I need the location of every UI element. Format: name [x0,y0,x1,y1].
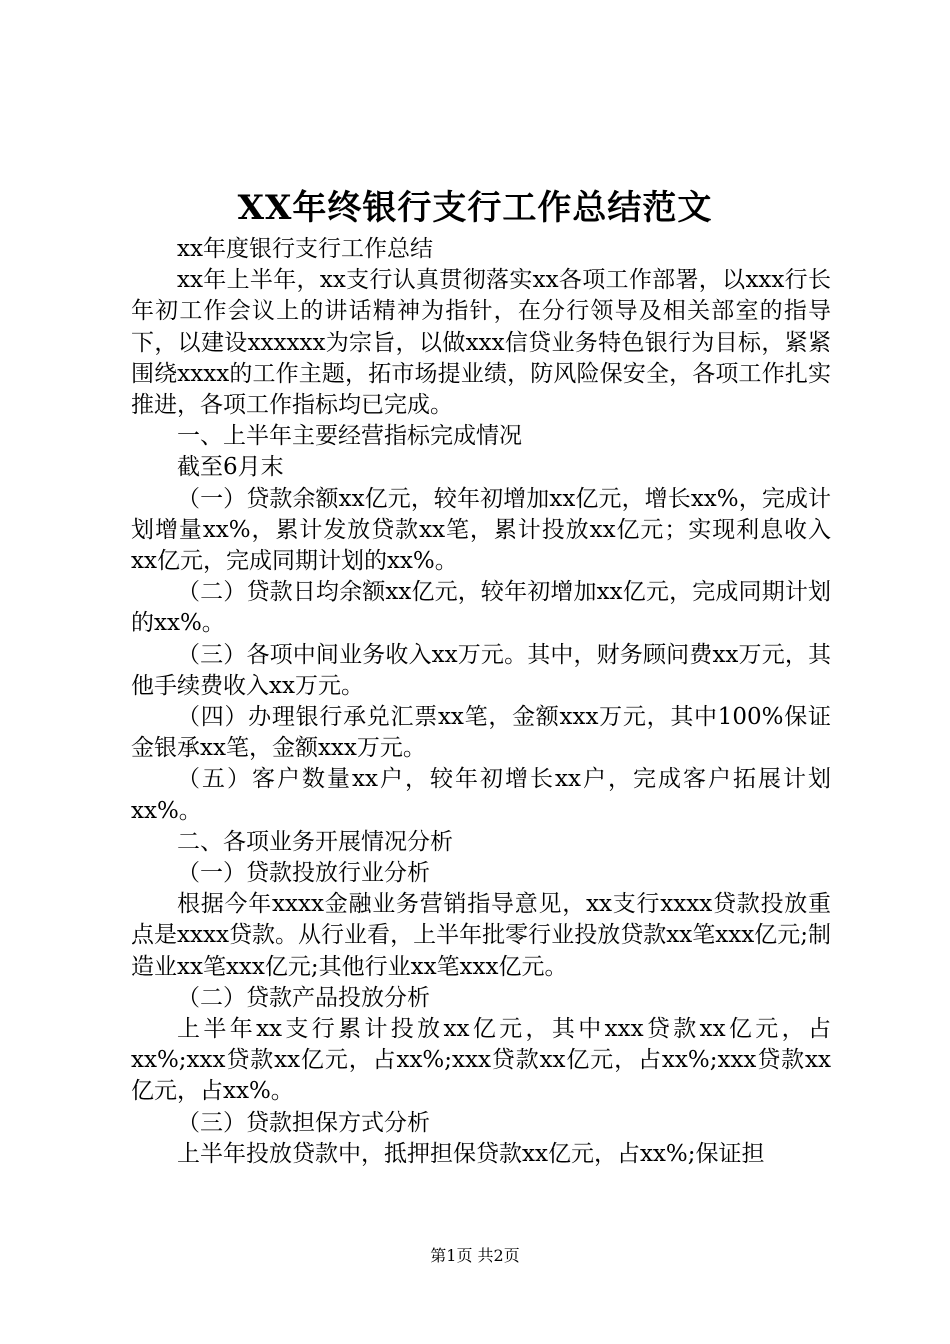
paragraph: 根据今年xxxx金融业务营销指导意见，xx支行xxxx贷款投放重点是xxxx贷款。从行业看，上半年批零行业投放贷款xx笔xxx亿元;制造业xx笔xxx亿元;其他行业xx笔xxx亿元。 [131,891,831,980]
paragraph: 上半年投放贷款中，抵押担保贷款xx亿元，占xx%;保证担 [177,1140,765,1167]
paragraph: （四）办理银行承兑汇票xx笔，金额xxx万元，其中100%保证金银承xx笔，金额xxx万元。 [131,704,831,762]
subsection-heading: （一）贷款投放行业分析 [177,860,430,887]
paragraph: （三）各项中间业务收入xx万元。其中，财务顾问费xx万元，其他手续费收入xx万元。 [131,641,831,699]
section-heading: 二、各项业务开展情况分析 [177,828,453,855]
page-number: 第1页 共2页 [430,1246,520,1265]
paragraph: （二）贷款日均余额xx亿元，较年初增加xx亿元，完成同期计划的xx%。 [131,579,831,637]
document-body [131,234,831,1170]
subsection-heading: （三）贷款担保方式分析 [177,1109,430,1136]
document-title: XX年终银行支行工作总结范文 [237,188,713,228]
paragraph: 上半年xx支行累计投放xx亿元，其中xxx贷款xx亿元，占xx%;xxx贷款xx亿元，占xx%;xxx贷款xx亿元，占xx%;xxx贷款xx亿元，占xx%。 [131,1016,831,1105]
section-heading: 一、上半年主要经营指标完成情况 [177,423,522,450]
paragraph: 截至6月末 [177,454,284,481]
paragraph: （一）贷款余额xx亿元，较年初增加xx亿元，增长xx%，完成计划增量xx%，累计发放贷款xx笔，累计投放xx亿元；实现利息收入xx亿元，完成同期计划的xx%。 [131,485,831,575]
paragraph: xx年度银行支行工作总结 [177,236,433,262]
paragraph: xx年上半年，xx支行认真贯彻落实xx各项工作部署，以xxx行长年初工作会议上的讲话精神为指针，在分行领导及相关部室的指导下，以建设xxxxxx为宗旨，以做xxx信贷业务特色银行为目标，紧紧围绕xxxx的工作主题，拓市场提业绩，防风险保安全，各项工作扎实推进，各项工作指标均已完成。 [131,267,831,419]
paragraph: （五）客户数量xx户，较年初增长xx户，完成客户拓展计划xx%。 [131,766,831,824]
subsection-heading: （二）贷款产品投放分析 [177,984,430,1011]
